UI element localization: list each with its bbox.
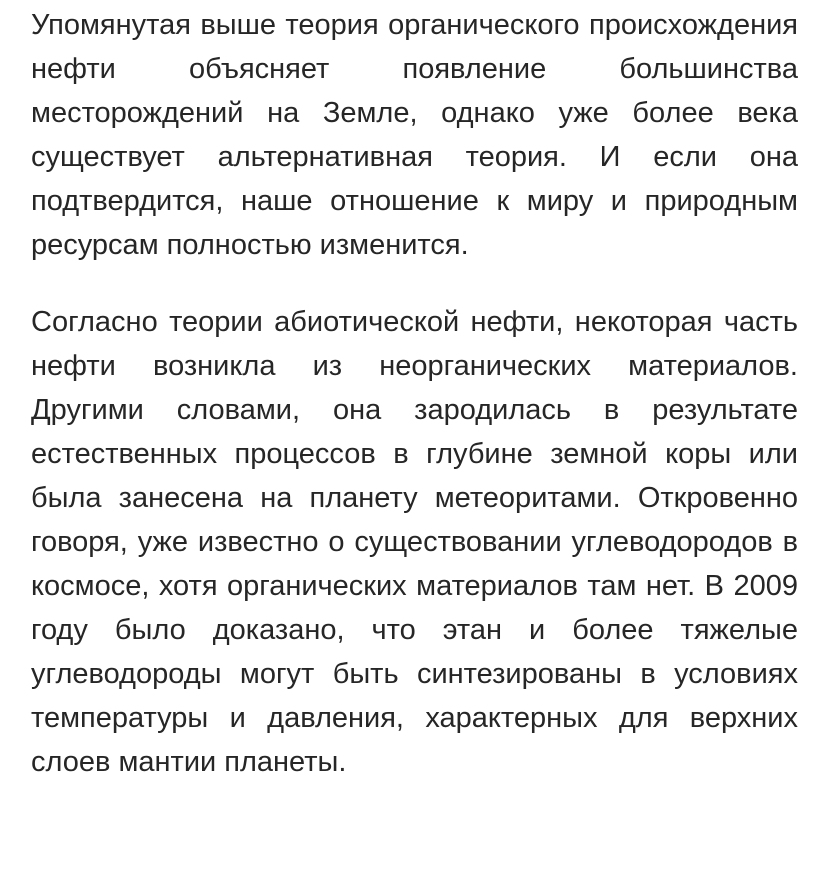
paragraph-abiotic-theory: Согласно теории абиотической нефти, некоторая часть нефти возникла из неорганических материалов. Другими словами, она зародилась в результате естественных процессов в глубине земной коры или была занесена на планету метеоритами. Откровенно говоря, уже известно о существовании углеводородов в космосе, хотя органических материалов там нет. В 2009 году было доказано, что этан и более тяжелые углеводороды могут быть синтезированы в условиях температуры и давления, характерных для верхних слоев мантии планеты. [31, 306, 798, 778]
paragraph-organic-theory: Упомянутая выше теория органического происхождения нефти объясняет появление большинства месторождений на Земле, однако уже более века существует альтернативная теория. И если она подтвердится, наше отношение к миру и природным ресурсам полностью изменится. [31, 9, 798, 261]
article-body [31, 3, 798, 784]
